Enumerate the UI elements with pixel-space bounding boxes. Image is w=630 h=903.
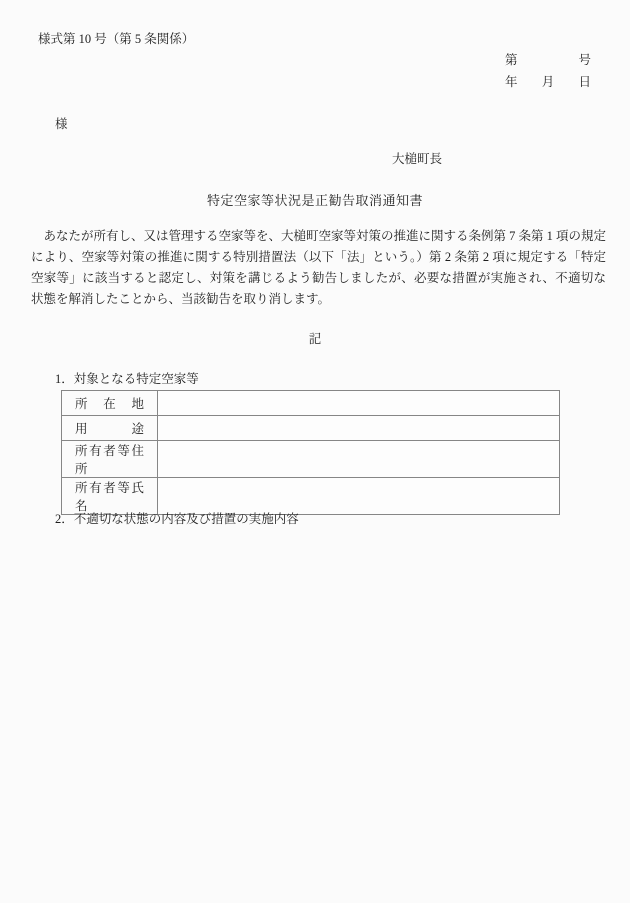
subject-property-table	[61, 390, 560, 515]
sender-name: 大槌町長	[392, 152, 443, 166]
date-day-label: 日	[578, 75, 591, 89]
table-row	[62, 441, 560, 478]
table-label-location: 所在地	[62, 391, 158, 416]
addressee-honorific: 様	[55, 117, 68, 131]
table-value-usage	[158, 416, 560, 441]
section-1-heading: 1．対象となる特定空家等	[55, 372, 199, 386]
record-marker: 記	[308, 332, 322, 346]
date-month-label: 月	[541, 75, 555, 89]
document-title: 特定空家等状況是正勧告取消通知書	[206, 193, 423, 208]
table-row	[62, 478, 560, 515]
table-row	[62, 391, 560, 416]
document-number-line	[505, 51, 591, 70]
table-label-usage: 用途	[62, 416, 158, 441]
section-2-heading: 2．不適切な状態の内容及び措置の実施内容	[55, 512, 299, 526]
body-paragraph: あなたが所有し、又は管理する空家等を、大槌町空家等対策の推進に関する条例第 7 条第 1 項の規定により、空家等対策の推進に関する特別措置法（以下「法」という。）第 2 条第 2 項に規定する「特定空家等」に該当すると認定し、対策を講じるよう勧告しましたが、必要な措置が実施され、不適切な状態を解消したことから、当該勧告を取り消します。	[31, 229, 607, 306]
date-line	[505, 73, 591, 92]
table-label-owner-address: 所有者等住所	[62, 441, 158, 478]
doc-number-prefix: 第	[505, 53, 518, 67]
table-label-owner-name: 所有者等氏名	[62, 478, 158, 515]
table-value-location	[158, 391, 560, 416]
table-row	[62, 416, 560, 441]
table-value-owner-address	[158, 441, 560, 478]
doc-number-suffix: 号	[578, 53, 591, 67]
table-value-owner-name	[158, 478, 560, 515]
form-number: 様式第 10 号（第 5 条関係）	[38, 32, 195, 46]
date-year-label: 年	[505, 75, 518, 89]
